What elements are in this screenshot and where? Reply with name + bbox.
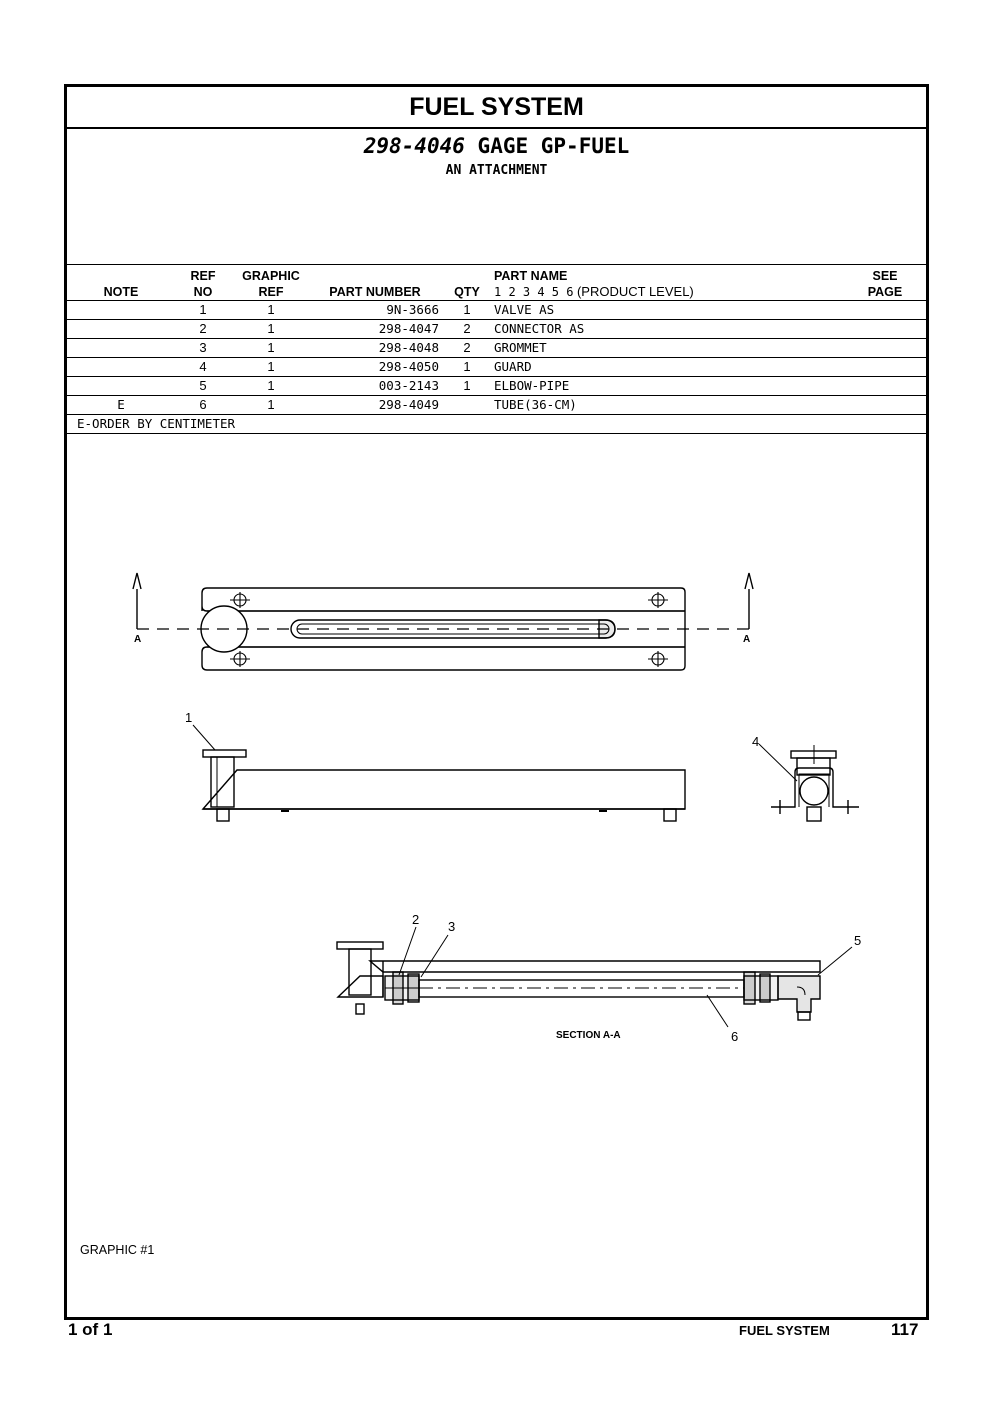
section-caption: SECTION A-A <box>556 1030 621 1041</box>
elbow-outlet <box>664 809 676 821</box>
row-graphic-ref: 1 <box>231 396 311 415</box>
row-ref-no: 6 <box>175 396 231 415</box>
header-note: NOTE <box>67 265 175 301</box>
section-guard-body <box>370 961 820 972</box>
section-marker-left: A <box>134 634 142 645</box>
section-arrow-left-head <box>133 573 141 589</box>
footer-page-of: 1 of 1 <box>68 1320 113 1339</box>
connector-left <box>385 972 419 1004</box>
row-ref-no: 4 <box>175 358 231 377</box>
header-qty: QTY <box>442 265 492 301</box>
header-ref-no: REF NO <box>175 265 231 301</box>
end-view <box>752 734 859 821</box>
guard-side-body <box>203 770 685 809</box>
row-part-name: GUARD <box>492 358 844 377</box>
row-part-number: 298-4048 <box>311 339 442 358</box>
callout-4: 4 <box>752 734 760 749</box>
leader-4 <box>759 744 797 781</box>
product-level-label: (PRODUCT LEVEL) <box>576 284 694 299</box>
row-part-number: 9N-3666 <box>311 301 442 320</box>
page-frame <box>64 84 929 1320</box>
row-qty: 1 <box>442 358 492 377</box>
elbow-pipe-section <box>778 976 820 1020</box>
row-part-name: GROMMET <box>492 339 844 358</box>
row-ref-no: 2 <box>175 320 231 339</box>
row-ref-no: 5 <box>175 377 231 396</box>
row-part-number: 298-4047 <box>311 320 442 339</box>
footer-page-number: 117 <box>891 1320 919 1339</box>
assembly-part-name: GAGE GP-FUEL <box>477 134 630 158</box>
row-part-name: VALVE AS <box>492 301 844 320</box>
assembly-part-number: 298-4046 <box>363 134 465 158</box>
callout-6: 6 <box>731 1029 739 1044</box>
exploded-view-drawing <box>67 87 926 1317</box>
header-part-number: PART NUMBER <box>311 265 442 301</box>
leader-1 <box>193 725 215 750</box>
section-arrow-right-head <box>745 573 753 589</box>
top-view <box>133 573 753 670</box>
valve-stem <box>211 757 234 807</box>
callout-1: 1 <box>185 710 193 725</box>
row-graphic-ref: 1 <box>231 358 311 377</box>
row-part-number: 298-4049 <box>311 396 442 415</box>
leader-2 <box>399 927 416 975</box>
row-graphic-ref: 1 <box>231 339 311 358</box>
row-part-number: 298-4050 <box>311 358 442 377</box>
callout-3: 3 <box>448 919 456 934</box>
row-ref-no: 1 <box>175 301 231 320</box>
leader-5 <box>818 947 852 975</box>
footer-section: FUEL SYSTEM <box>739 1323 830 1338</box>
graphic-label: GRAPHIC #1 <box>80 1243 155 1257</box>
row-qty: 1 <box>442 301 492 320</box>
row-part-name: CONNECTOR AS <box>492 320 844 339</box>
assembly-subheading: AN ATTACHMENT <box>445 163 548 178</box>
row-qty: 2 <box>442 339 492 358</box>
row-part-name: ELBOW-PIPE <box>492 377 844 396</box>
section-marker-right: A <box>743 634 751 645</box>
side-view <box>185 710 685 821</box>
callout-2: 2 <box>412 912 420 927</box>
row-graphic-ref: 1 <box>231 301 311 320</box>
row-note: E <box>67 396 175 415</box>
row-part-number: 003-2143 <box>311 377 442 396</box>
product-levels: 1 2 3 4 5 6 <box>494 285 574 299</box>
header-graphic-ref: GRAPHIC REF <box>231 265 311 301</box>
row-part-name: TUBE(36-CM) <box>492 396 844 415</box>
row-graphic-ref: 1 <box>231 320 311 339</box>
callout-5: 5 <box>854 933 862 948</box>
valve-outlet <box>217 809 229 821</box>
row-qty: 1 <box>442 377 492 396</box>
leader-3 <box>421 935 448 977</box>
valve-handle <box>203 750 246 757</box>
row-ref-no: 3 <box>175 339 231 358</box>
row-graphic-ref: 1 <box>231 377 311 396</box>
table-footnote: E-ORDER BY CENTIMETER <box>67 415 926 434</box>
connector-right <box>744 972 778 1004</box>
header-part-name: PART NAME 1 2 3 4 5 6 (PRODUCT LEVEL) <box>492 265 844 301</box>
section-title: FUEL SYSTEM <box>67 87 926 129</box>
leader-6 <box>707 995 728 1027</box>
header-see-page: SEE PAGE <box>844 265 926 301</box>
row-qty: 2 <box>442 320 492 339</box>
section-a-a-view <box>337 912 861 1044</box>
